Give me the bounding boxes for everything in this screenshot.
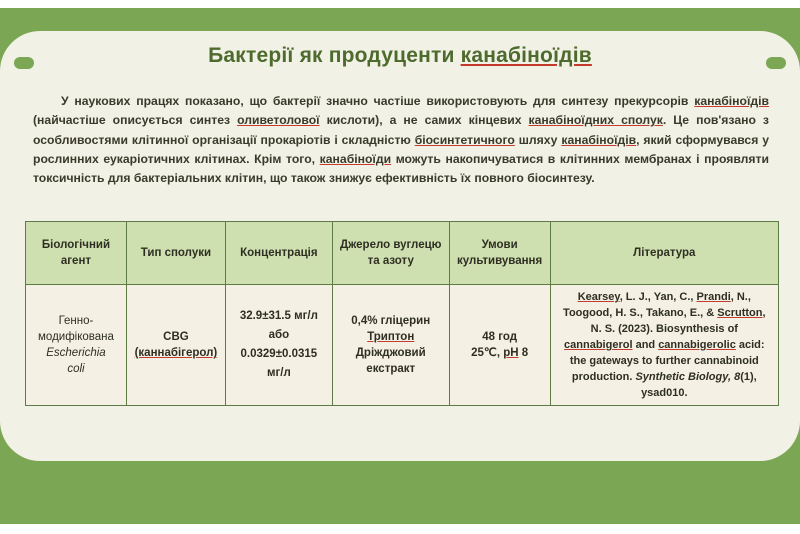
- paragraph-term: оливетолової: [237, 113, 320, 128]
- cond-ph: pH: [503, 347, 519, 359]
- cell-compound: [126, 285, 225, 406]
- paragraph-text: кислоти), а не самих кінцевих: [319, 113, 529, 128]
- cell-literature: [550, 285, 778, 406]
- ref-journal: Synthetic Biology, 8: [635, 371, 741, 383]
- agent-species: coli: [67, 363, 85, 375]
- header-literature: Література: [550, 222, 778, 285]
- data-table: [25, 221, 779, 406]
- paragraph-term: канабіноїдів: [561, 132, 637, 147]
- cell-agent: [26, 285, 127, 406]
- header-concentration: Концентрація: [225, 222, 332, 285]
- ref-part: (1), ysad010.: [641, 371, 757, 399]
- agent-species: Escherichia: [46, 347, 106, 359]
- source-line: екстракт: [366, 363, 416, 375]
- conc-line: мг/л: [266, 367, 291, 379]
- cell-conditions: [449, 285, 550, 406]
- paragraph-text: У наукових працях показано, що бактерії значно частіше використовують для синтезу прекурсорів: [61, 94, 695, 108]
- table-header-row: [26, 222, 779, 285]
- conc-line: або: [268, 329, 290, 341]
- slide-title: [0, 44, 800, 68]
- title-plain: Бактерії як продуценти: [208, 44, 461, 67]
- ref-part: , N., Toogood, H. S., Takano, E., &: [563, 291, 751, 319]
- compound-name: (каннабігерол): [134, 347, 218, 359]
- cell-concentration: [225, 285, 332, 406]
- header-compound: Тип сполуки: [126, 222, 225, 285]
- table-row: [26, 285, 779, 406]
- source-line: Дріжджовий: [355, 347, 426, 359]
- ref-part: Scrutton: [717, 307, 763, 319]
- ref-part: cannabigerolic: [658, 339, 736, 351]
- agent-line: Генно-: [58, 315, 94, 327]
- agent-line: модифікована: [38, 331, 114, 343]
- paragraph-term: канабіноїди: [319, 151, 392, 166]
- paragraph-text: можуть накопичуватися в клітинних мембранах і проявляти токсичність для бактеріальних клітин, що також знижує ефективність їх повного біосинтезу.: [33, 151, 769, 186]
- title-underlined: канабіноїдів: [460, 44, 592, 67]
- cond-line: 8: [518, 347, 529, 359]
- ref-part: acid: the gateways to further cannabinoid production.: [569, 339, 765, 383]
- ref-part: and: [632, 339, 659, 351]
- header-agent: Біологічний агент: [26, 222, 127, 285]
- cond-line: 25℃,: [471, 347, 504, 359]
- cell-source: [332, 285, 449, 406]
- paragraph-text: шляху: [514, 132, 562, 147]
- intro-paragraph: [33, 92, 769, 188]
- ref-part: Kearsey: [577, 291, 620, 303]
- compound-abbr: CBG: [163, 331, 189, 343]
- paragraph-term: біосинтетичного: [414, 132, 515, 147]
- source-line: Триптон: [367, 331, 415, 343]
- ref-part: , L. J., Yan, C.,: [619, 291, 697, 303]
- paragraph-text: , який сформувався у рослинних еукаріотичних клітинах. Крім того,: [33, 132, 769, 166]
- ref-part: , N. S. (2023). Biosynthesis of: [590, 307, 766, 335]
- header-conditions: Умови культивування: [449, 222, 550, 285]
- paragraph-term: канабіноїдних сполук: [528, 113, 663, 128]
- paragraph-text: . Це пов'язано з особливостями клітинної організації прокаріотів і складністю: [33, 113, 769, 147]
- ref-part: Prandi: [696, 291, 731, 303]
- header-source: Джерело вуглецю та азоту: [332, 222, 449, 285]
- cond-line: 48 год: [482, 331, 518, 343]
- ref-part: cannabigerol: [564, 339, 633, 351]
- paragraph-term: канабіноїдів: [694, 94, 769, 108]
- conc-line: 0.0329±0.0315: [240, 348, 318, 360]
- paragraph-text: (найчастіше описується синтез: [33, 113, 238, 128]
- conc-line: 32.9±31.5 мг/л: [239, 310, 318, 322]
- source-line: 0,4% гліцерин: [351, 315, 431, 327]
